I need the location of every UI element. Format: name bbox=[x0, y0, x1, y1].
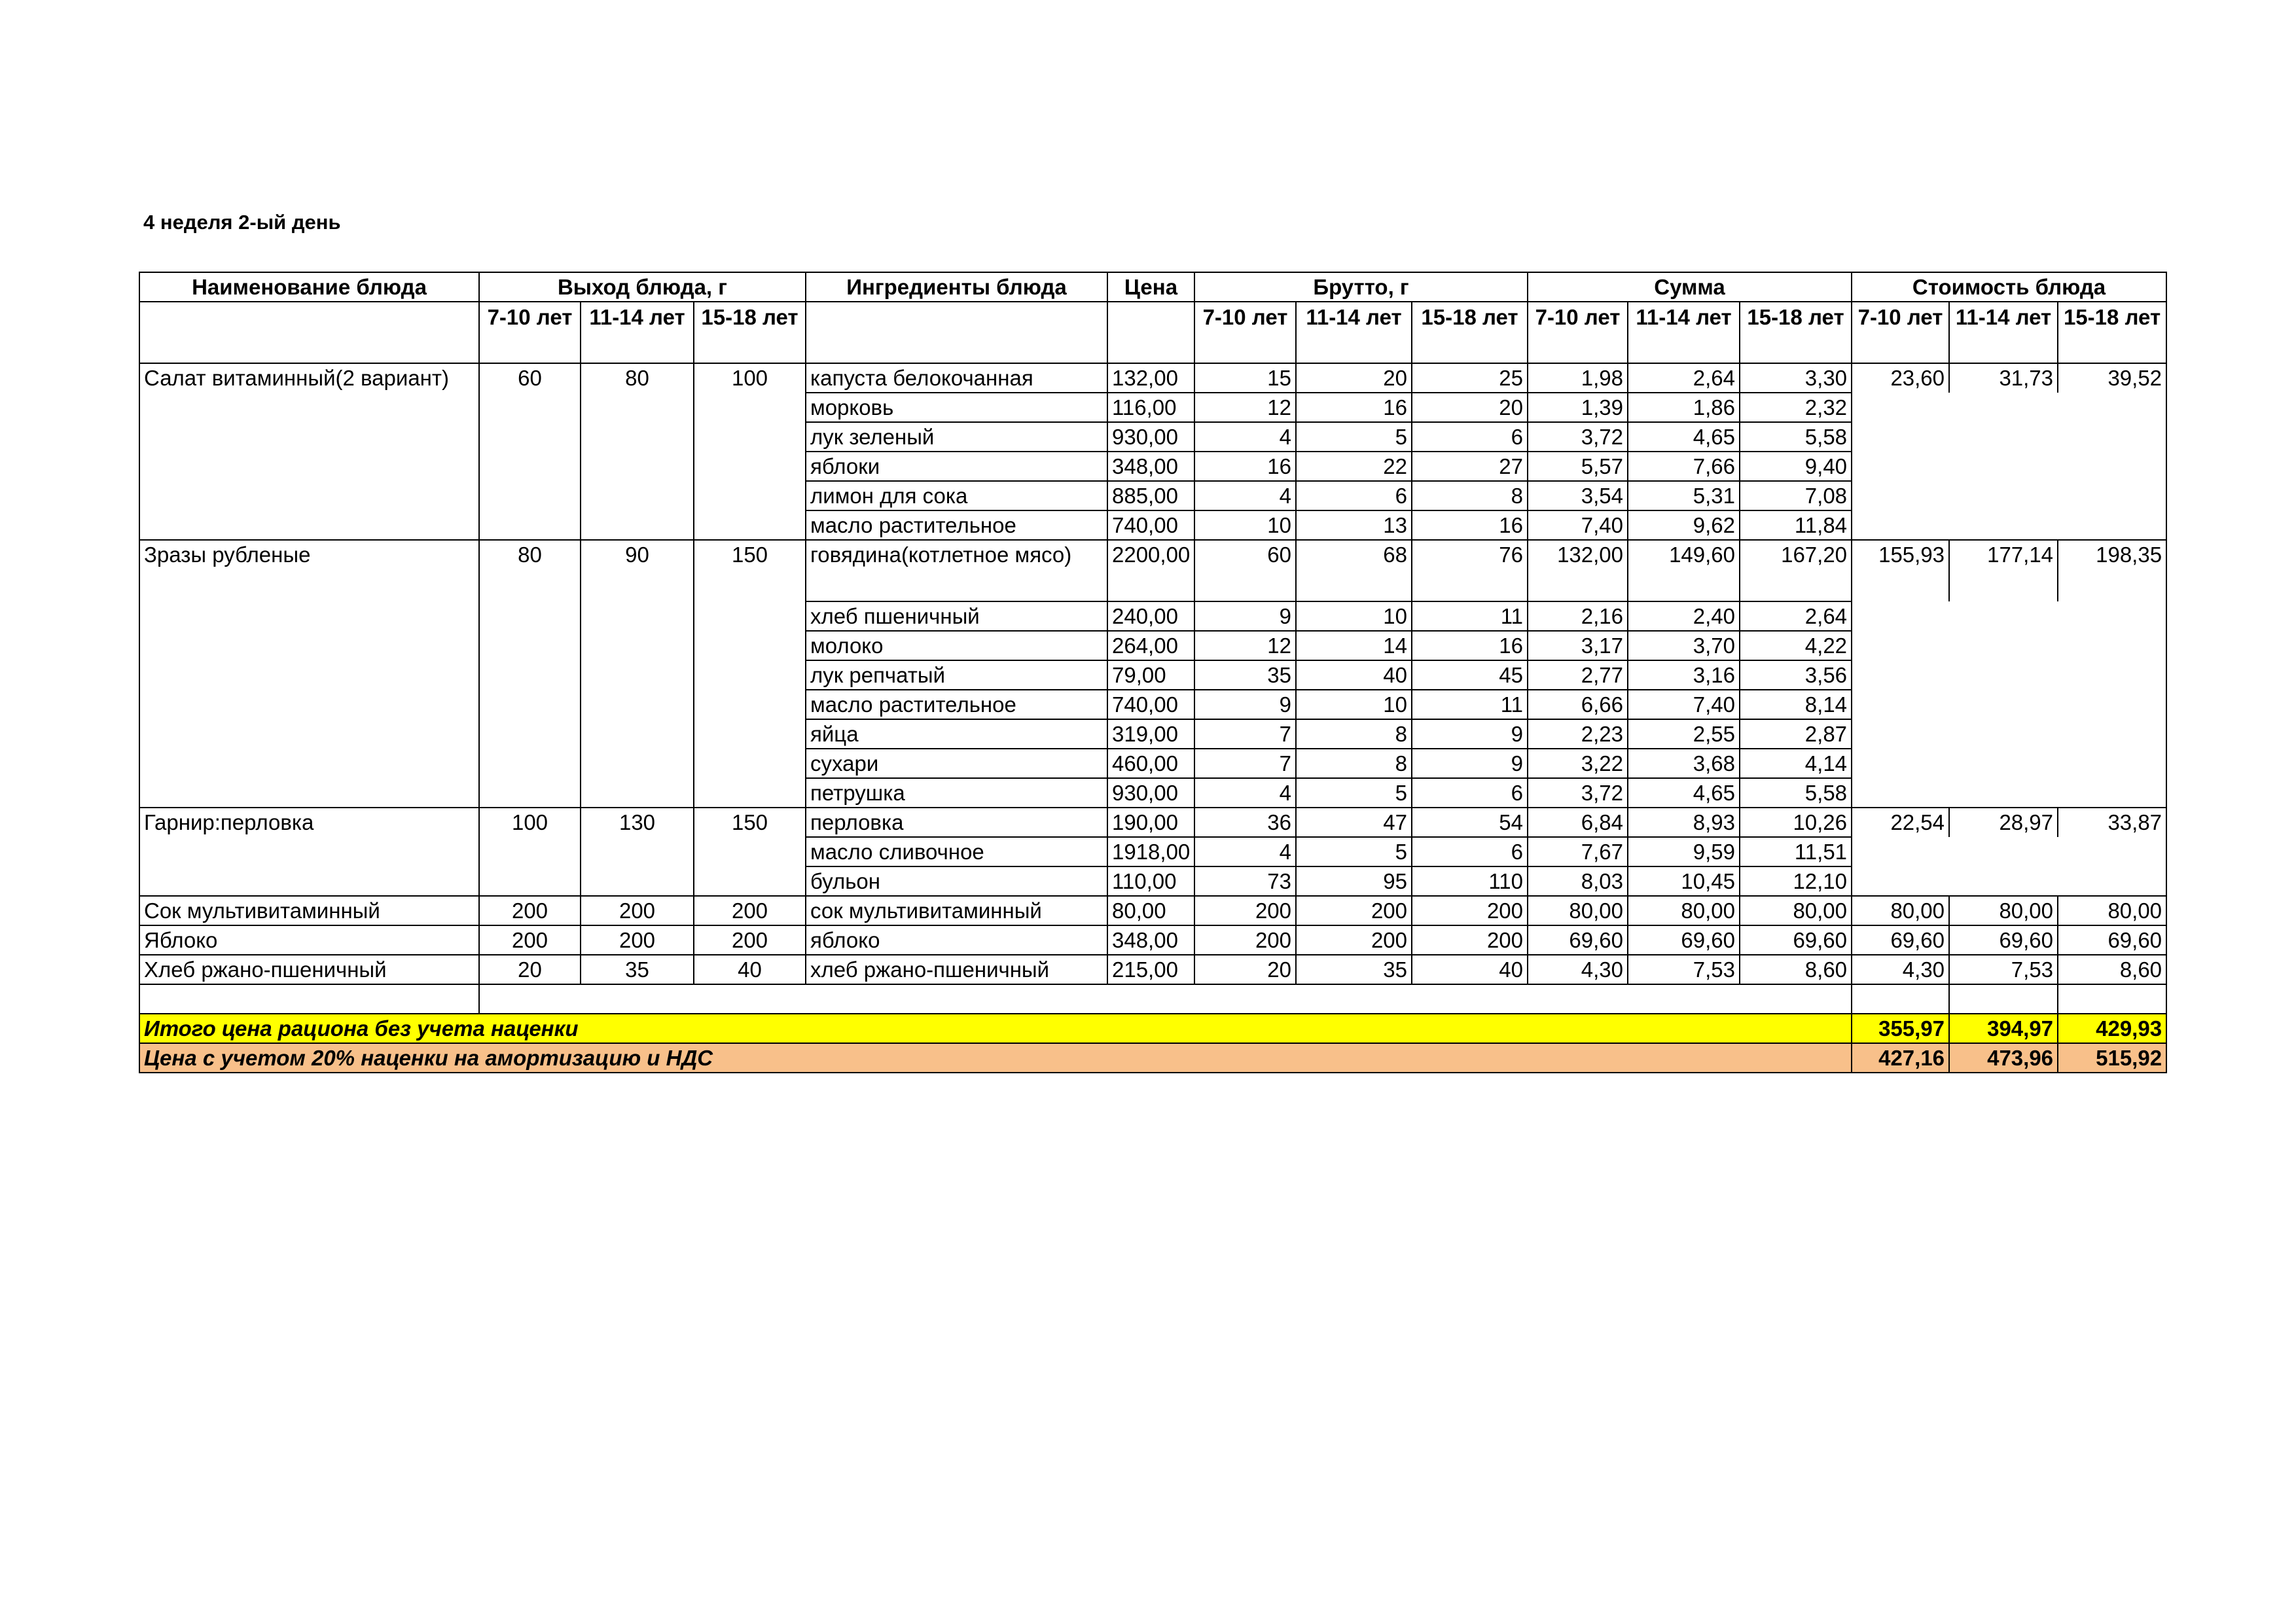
header-age-group: 15-18 лет bbox=[1412, 302, 1528, 363]
ingredient-price: 240,00 bbox=[1107, 601, 1194, 631]
empty-cell bbox=[479, 984, 1852, 1014]
ingredient-sum: 7,40 bbox=[1528, 510, 1628, 540]
ingredient-sum: 4,14 bbox=[1740, 749, 1852, 778]
ingredient-name: сухари bbox=[806, 749, 1107, 778]
ingredient-name: бульон bbox=[806, 866, 1107, 896]
ingredient-name: яблоки bbox=[806, 452, 1107, 481]
markup-value: 473,96 bbox=[1949, 1043, 2058, 1073]
dish-cost: 28,97 bbox=[1949, 808, 2058, 837]
ingredient-price: 1918,00 bbox=[1107, 837, 1194, 866]
ingredient-sum: 3,72 bbox=[1528, 778, 1628, 808]
table-row bbox=[139, 896, 2166, 925]
ingredient-sum: 11,84 bbox=[1740, 510, 1852, 540]
dish-cost-blank bbox=[1852, 837, 2166, 896]
ingredient-gross: 200 bbox=[1296, 896, 1412, 925]
dish-yield: 20 bbox=[479, 955, 581, 984]
ingredient-sum: 11,51 bbox=[1740, 837, 1852, 866]
ingredient-name: говядина(котлетное мясо) bbox=[806, 540, 1107, 601]
ingredient-sum: 3,22 bbox=[1528, 749, 1628, 778]
dish-cost-blank bbox=[1852, 601, 2166, 808]
ingredient-gross: 9 bbox=[1194, 601, 1296, 631]
dish-name: Хлеб ржано-пшеничный bbox=[139, 955, 479, 984]
ingredient-sum: 3,54 bbox=[1528, 481, 1628, 510]
ingredient-price: 740,00 bbox=[1107, 690, 1194, 719]
ingredient-sum: 9,40 bbox=[1740, 452, 1852, 481]
empty-cell bbox=[2058, 984, 2166, 1014]
ingredient-price: 740,00 bbox=[1107, 510, 1194, 540]
empty-row bbox=[139, 984, 2166, 1014]
table-row bbox=[139, 925, 2166, 955]
ingredient-sum: 2,55 bbox=[1628, 719, 1740, 749]
ingredient-name: морковь bbox=[806, 393, 1107, 422]
dish-cost: 7,53 bbox=[1949, 955, 2058, 984]
ingredient-price: 116,00 bbox=[1107, 393, 1194, 422]
ingredient-gross: 20 bbox=[1296, 363, 1412, 393]
ingredient-gross: 76 bbox=[1412, 540, 1528, 601]
ingredient-sum: 2,40 bbox=[1628, 601, 1740, 631]
ingredient-sum: 8,60 bbox=[1740, 955, 1852, 984]
ingredient-gross: 110 bbox=[1412, 866, 1528, 896]
ingredient-sum: 2,32 bbox=[1740, 393, 1852, 422]
ingredient-price: 190,00 bbox=[1107, 808, 1194, 837]
header-age-group: 7-10 лет bbox=[1194, 302, 1296, 363]
ingredient-sum: 8,03 bbox=[1528, 866, 1628, 896]
header-row-1 bbox=[139, 272, 2166, 302]
header-age-group: 7-10 лет bbox=[479, 302, 581, 363]
dish-cost: 22,54 bbox=[1852, 808, 1949, 837]
ingredient-name: сок мультивитаминный bbox=[806, 896, 1107, 925]
ingredient-price: 319,00 bbox=[1107, 719, 1194, 749]
ingredient-sum: 80,00 bbox=[1528, 896, 1628, 925]
ingredient-gross: 60 bbox=[1194, 540, 1296, 601]
ingredient-sum: 6,66 bbox=[1528, 690, 1628, 719]
dish-cost: 198,35 bbox=[2058, 540, 2166, 601]
ingredient-gross: 10 bbox=[1296, 601, 1412, 631]
dish-yield: 80 bbox=[581, 363, 694, 540]
ingredient-name: перловка bbox=[806, 808, 1107, 837]
ingredient-gross: 16 bbox=[1296, 393, 1412, 422]
ingredient-gross: 7 bbox=[1194, 749, 1296, 778]
ingredient-sum: 2,16 bbox=[1528, 601, 1628, 631]
markup-value: 427,16 bbox=[1852, 1043, 1949, 1073]
ingredient-sum: 2,64 bbox=[1628, 363, 1740, 393]
ingredient-sum: 7,67 bbox=[1528, 837, 1628, 866]
ingredient-gross: 20 bbox=[1412, 393, 1528, 422]
menu-body bbox=[139, 363, 2166, 984]
ingredient-gross: 40 bbox=[1412, 955, 1528, 984]
header-yield: Выход блюда, г bbox=[479, 272, 806, 302]
ingredient-name: масло сливочное bbox=[806, 837, 1107, 866]
ingredient-sum: 3,70 bbox=[1628, 631, 1740, 660]
total-label: Итого цена рациона без учета наценки bbox=[139, 1014, 1852, 1043]
ingredient-sum: 80,00 bbox=[1628, 896, 1740, 925]
ingredient-gross: 200 bbox=[1194, 896, 1296, 925]
ingredient-name: петрушка bbox=[806, 778, 1107, 808]
ingredient-sum: 10,45 bbox=[1628, 866, 1740, 896]
total-value: 394,97 bbox=[1949, 1014, 2058, 1043]
ingredient-gross: 9 bbox=[1194, 690, 1296, 719]
ingredient-sum: 69,60 bbox=[1528, 925, 1628, 955]
empty-cell bbox=[139, 984, 479, 1014]
dish-cost: 155,93 bbox=[1852, 540, 1949, 601]
ingredient-sum: 9,62 bbox=[1628, 510, 1740, 540]
ingredient-gross: 35 bbox=[1296, 955, 1412, 984]
ingredient-price: 215,00 bbox=[1107, 955, 1194, 984]
ingredient-sum: 7,40 bbox=[1628, 690, 1740, 719]
ingredient-name: хлеб пшеничный bbox=[806, 601, 1107, 631]
dish-yield: 200 bbox=[581, 896, 694, 925]
ingredient-sum: 12,10 bbox=[1740, 866, 1852, 896]
header-blank bbox=[1107, 302, 1194, 363]
ingredient-sum: 5,58 bbox=[1740, 422, 1852, 452]
ingredient-price: 110,00 bbox=[1107, 866, 1194, 896]
dish-yield: 90 bbox=[581, 540, 694, 808]
dish-cost: 31,73 bbox=[1949, 363, 2058, 393]
ingredient-gross: 9 bbox=[1412, 719, 1528, 749]
dish-cost: 23,60 bbox=[1852, 363, 1949, 393]
ingredient-name: молоко bbox=[806, 631, 1107, 660]
ingredient-gross: 4 bbox=[1194, 778, 1296, 808]
ingredient-gross: 6 bbox=[1412, 778, 1528, 808]
ingredient-gross: 5 bbox=[1296, 422, 1412, 452]
total-value: 429,93 bbox=[2058, 1014, 2166, 1043]
dish-yield: 200 bbox=[479, 896, 581, 925]
dish-yield: 80 bbox=[479, 540, 581, 808]
dish-cost: 33,87 bbox=[2058, 808, 2166, 837]
ingredient-sum: 2,87 bbox=[1740, 719, 1852, 749]
empty-cell bbox=[1949, 984, 2058, 1014]
markup-row bbox=[139, 1043, 2166, 1073]
ingredient-gross: 12 bbox=[1194, 393, 1296, 422]
header-age-group: 11-14 лет bbox=[1949, 302, 2058, 363]
header-age-group: 15-18 лет bbox=[1740, 302, 1852, 363]
ingredient-sum: 3,72 bbox=[1528, 422, 1628, 452]
dish-yield: 60 bbox=[479, 363, 581, 540]
ingredient-price: 460,00 bbox=[1107, 749, 1194, 778]
ingredient-sum: 167,20 bbox=[1740, 540, 1852, 601]
dish-name: Зразы рубленые bbox=[139, 540, 479, 808]
ingredient-sum: 2,23 bbox=[1528, 719, 1628, 749]
ingredient-sum: 149,60 bbox=[1628, 540, 1740, 601]
header-age-group: 11-14 лет bbox=[1628, 302, 1740, 363]
ingredient-gross: 14 bbox=[1296, 631, 1412, 660]
dish-cost: 177,14 bbox=[1949, 540, 2058, 601]
dish-name: Салат витаминный(2 вариант) bbox=[139, 363, 479, 540]
ingredient-sum: 5,31 bbox=[1628, 481, 1740, 510]
ingredient-sum: 4,30 bbox=[1528, 955, 1628, 984]
ingredient-sum: 4,22 bbox=[1740, 631, 1852, 660]
empty-cell bbox=[1852, 984, 1949, 1014]
dish-yield: 200 bbox=[479, 925, 581, 955]
markup-value: 515,92 bbox=[2058, 1043, 2166, 1073]
ingredient-gross: 200 bbox=[1194, 925, 1296, 955]
table-row bbox=[139, 363, 2166, 393]
table-row bbox=[139, 540, 2166, 601]
total-value: 355,97 bbox=[1852, 1014, 1949, 1043]
dish-yield: 150 bbox=[694, 540, 806, 808]
ingredient-sum: 2,64 bbox=[1740, 601, 1852, 631]
ingredient-gross: 16 bbox=[1194, 452, 1296, 481]
ingredient-gross: 8 bbox=[1296, 719, 1412, 749]
header-age-group: 15-18 лет bbox=[694, 302, 806, 363]
ingredient-gross: 20 bbox=[1194, 955, 1296, 984]
ingredient-sum: 3,17 bbox=[1528, 631, 1628, 660]
dish-yield: 150 bbox=[694, 808, 806, 896]
ingredient-gross: 45 bbox=[1412, 660, 1528, 690]
dish-yield: 35 bbox=[581, 955, 694, 984]
ingredient-gross: 4 bbox=[1194, 837, 1296, 866]
ingredient-gross: 40 bbox=[1296, 660, 1412, 690]
ingredient-name: масло растительное bbox=[806, 510, 1107, 540]
ingredient-sum: 5,57 bbox=[1528, 452, 1628, 481]
ingredient-sum: 9,59 bbox=[1628, 837, 1740, 866]
header-age-group: 11-14 лет bbox=[581, 302, 694, 363]
ingredient-gross: 25 bbox=[1412, 363, 1528, 393]
page-title: 4 неделя 2-ый день bbox=[143, 211, 341, 234]
ingredient-sum: 7,08 bbox=[1740, 481, 1852, 510]
ingredient-price: 348,00 bbox=[1107, 925, 1194, 955]
ingredient-gross: 9 bbox=[1412, 749, 1528, 778]
ingredient-sum: 80,00 bbox=[1740, 896, 1852, 925]
ingredient-sum: 3,68 bbox=[1628, 749, 1740, 778]
ingredient-sum: 69,60 bbox=[1740, 925, 1852, 955]
ingredient-sum: 7,66 bbox=[1628, 452, 1740, 481]
ingredient-sum: 3,30 bbox=[1740, 363, 1852, 393]
ingredient-sum: 6,84 bbox=[1528, 808, 1628, 837]
dish-cost: 69,60 bbox=[1949, 925, 2058, 955]
ingredient-gross: 11 bbox=[1412, 690, 1528, 719]
markup-label: Цена с учетом 20% наценки на амортизацию и НДС bbox=[139, 1043, 1852, 1073]
ingredient-name: яйца bbox=[806, 719, 1107, 749]
header-row-2 bbox=[139, 302, 2166, 363]
ingredient-gross: 8 bbox=[1296, 749, 1412, 778]
ingredient-sum: 4,65 bbox=[1628, 422, 1740, 452]
dish-yield: 100 bbox=[479, 808, 581, 896]
ingredient-price: 132,00 bbox=[1107, 363, 1194, 393]
ingredient-sum: 10,26 bbox=[1740, 808, 1852, 837]
ingredient-price: 885,00 bbox=[1107, 481, 1194, 510]
ingredient-name: лимон для сока bbox=[806, 481, 1107, 510]
dish-yield: 40 bbox=[694, 955, 806, 984]
ingredient-sum: 3,56 bbox=[1740, 660, 1852, 690]
ingredient-gross: 10 bbox=[1296, 690, 1412, 719]
dish-name: Сок мультивитаминный bbox=[139, 896, 479, 925]
table-row bbox=[139, 808, 2166, 837]
ingredient-gross: 35 bbox=[1194, 660, 1296, 690]
header-age-group: 7-10 лет bbox=[1852, 302, 1949, 363]
ingredient-price: 264,00 bbox=[1107, 631, 1194, 660]
header-blank bbox=[139, 302, 479, 363]
header-age-group: 15-18 лет bbox=[2058, 302, 2166, 363]
ingredient-price: 930,00 bbox=[1107, 778, 1194, 808]
header-price: Цена bbox=[1107, 272, 1194, 302]
ingredient-gross: 4 bbox=[1194, 422, 1296, 452]
ingredient-name: яблоко bbox=[806, 925, 1107, 955]
ingredient-sum: 8,93 bbox=[1628, 808, 1740, 837]
dish-name: Гарнир:перловка bbox=[139, 808, 479, 896]
ingredient-gross: 200 bbox=[1412, 896, 1528, 925]
ingredient-gross: 200 bbox=[1412, 925, 1528, 955]
header-gross: Брутто, г bbox=[1194, 272, 1528, 302]
ingredient-sum: 69,60 bbox=[1628, 925, 1740, 955]
header-cost: Стоимость блюда bbox=[1852, 272, 2166, 302]
ingredient-gross: 200 bbox=[1296, 925, 1412, 955]
ingredient-sum: 3,16 bbox=[1628, 660, 1740, 690]
ingredient-gross: 7 bbox=[1194, 719, 1296, 749]
header-ingredients: Ингредиенты блюда bbox=[806, 272, 1107, 302]
dish-yield: 200 bbox=[581, 925, 694, 955]
ingredient-gross: 4 bbox=[1194, 481, 1296, 510]
ingredient-gross: 10 bbox=[1194, 510, 1296, 540]
dish-cost: 80,00 bbox=[1852, 896, 1949, 925]
ingredient-gross: 22 bbox=[1296, 452, 1412, 481]
ingredient-gross: 6 bbox=[1296, 481, 1412, 510]
ingredient-price: 930,00 bbox=[1107, 422, 1194, 452]
ingredient-sum: 4,65 bbox=[1628, 778, 1740, 808]
ingredient-sum: 2,77 bbox=[1528, 660, 1628, 690]
ingredient-gross: 6 bbox=[1412, 422, 1528, 452]
header-age-group: 11-14 лет bbox=[1296, 302, 1412, 363]
ingredient-gross: 68 bbox=[1296, 540, 1412, 601]
dish-cost: 39,52 bbox=[2058, 363, 2166, 393]
ingredient-gross: 11 bbox=[1412, 601, 1528, 631]
ingredient-price: 348,00 bbox=[1107, 452, 1194, 481]
ingredient-gross: 73 bbox=[1194, 866, 1296, 896]
header-age-group: 7-10 лет bbox=[1528, 302, 1628, 363]
dish-cost: 80,00 bbox=[2058, 896, 2166, 925]
ingredient-gross: 6 bbox=[1412, 837, 1528, 866]
dish-cost: 80,00 bbox=[1949, 896, 2058, 925]
ingredient-gross: 13 bbox=[1296, 510, 1412, 540]
ingredient-gross: 47 bbox=[1296, 808, 1412, 837]
ingredient-name: масло растительное bbox=[806, 690, 1107, 719]
ingredient-gross: 5 bbox=[1296, 778, 1412, 808]
ingredient-gross: 95 bbox=[1296, 866, 1412, 896]
ingredient-gross: 16 bbox=[1412, 510, 1528, 540]
ingredient-name: лук зеленый bbox=[806, 422, 1107, 452]
ingredient-name: лук репчатый bbox=[806, 660, 1107, 690]
ingredient-sum: 1,86 bbox=[1628, 393, 1740, 422]
dish-yield: 200 bbox=[694, 896, 806, 925]
total-row bbox=[139, 1014, 2166, 1043]
ingredient-name: хлеб ржано-пшеничный bbox=[806, 955, 1107, 984]
dish-cost: 69,60 bbox=[2058, 925, 2166, 955]
menu-table bbox=[139, 272, 2167, 1073]
ingredient-gross: 54 bbox=[1412, 808, 1528, 837]
ingredient-price: 2200,00 bbox=[1107, 540, 1194, 601]
ingredient-sum: 132,00 bbox=[1528, 540, 1628, 601]
ingredient-gross: 36 bbox=[1194, 808, 1296, 837]
header-blank bbox=[806, 302, 1107, 363]
header-dish: Наименование блюда bbox=[139, 272, 479, 302]
table-row bbox=[139, 955, 2166, 984]
ingredient-gross: 12 bbox=[1194, 631, 1296, 660]
dish-yield: 130 bbox=[581, 808, 694, 896]
dish-cost: 4,30 bbox=[1852, 955, 1949, 984]
ingredient-price: 79,00 bbox=[1107, 660, 1194, 690]
dish-yield: 100 bbox=[694, 363, 806, 540]
ingredient-sum: 1,98 bbox=[1528, 363, 1628, 393]
ingredient-gross: 15 bbox=[1194, 363, 1296, 393]
dish-cost-blank bbox=[1852, 393, 2166, 540]
ingredient-name: капуста белокочанная bbox=[806, 363, 1107, 393]
ingredient-gross: 8 bbox=[1412, 481, 1528, 510]
header-sum: Сумма bbox=[1528, 272, 1852, 302]
dish-cost: 69,60 bbox=[1852, 925, 1949, 955]
ingredient-sum: 1,39 bbox=[1528, 393, 1628, 422]
ingredient-sum: 7,53 bbox=[1628, 955, 1740, 984]
dish-cost: 8,60 bbox=[2058, 955, 2166, 984]
dish-name: Яблоко bbox=[139, 925, 479, 955]
ingredient-price: 80,00 bbox=[1107, 896, 1194, 925]
ingredient-gross: 5 bbox=[1296, 837, 1412, 866]
ingredient-sum: 8,14 bbox=[1740, 690, 1852, 719]
ingredient-gross: 27 bbox=[1412, 452, 1528, 481]
ingredient-gross: 16 bbox=[1412, 631, 1528, 660]
ingredient-sum: 5,58 bbox=[1740, 778, 1852, 808]
dish-yield: 200 bbox=[694, 925, 806, 955]
